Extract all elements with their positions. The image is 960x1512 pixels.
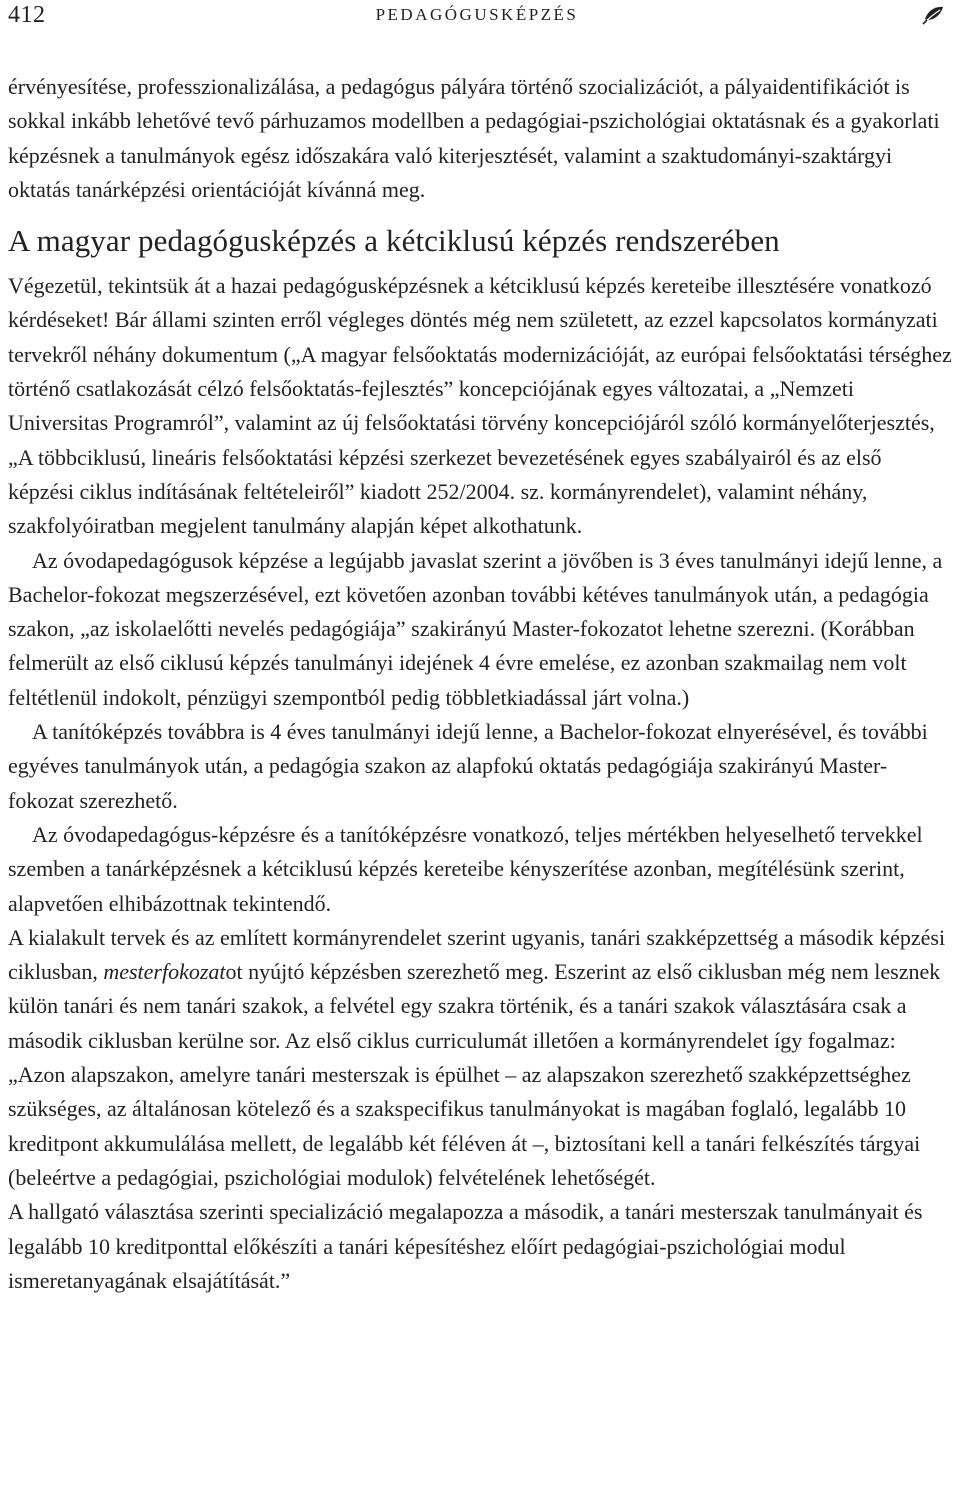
paragraph-ovodapedagogus: Az óvodapedagógusok képzése a legújabb javaslat szerint a jövőben is 3 éves tanulmányi idejű lenne, a Bachelor-fokozat megszerzésével, ezt követően azonban további kétéves tanulmányok után, a pedagógia szakon, „az iskolaelőtti nevelés pedagógiája” szakirányú Master-fokozatot lehetne szerezni. (Korábban felmerült az első ciklusú képzés tanulmányi idejének 4 évre emelése, ez azonban szakmailag nem volt feltétlenül indokolt, pénzügyi szempontból pedig többletkiadással járt volna.) [8,547,943,710]
running-title: PEDAGÓGUSKÉPZÉS [375,5,579,24]
paragraph-tanitokepzes: A tanítóképzés továbbra is 4 éves tanulmányi idejű lenne, a Bachelor-fokozat elnyerésével, és további egyéves tanulmányok után, a pedagógia szakon az alapfokú oktatás pedagógiája szakirányú Master-fokozat szerezhető. [8,719,928,813]
paragraph-continued: érvényesítése, professzionalizálása, a pedagógus pályára történő szocializációt, a pályaidentifikációt is sokkal inkább lehetővé tevő párhuzamos modellben a pedagógiai-pszichológiai oktatásnak és a gyakorlati képzésnek a tanulmányok egész időszakára való kiterjesztését, valamint a szaktudományi-szaktárgyi oktatás tanárképzési orientációját kívánná meg. [8,74,940,202]
paragraph-tervek [8,921,952,1195]
section-heading: A magyar pedagógusképzés a kétciklusú képzés rendszerében [8,223,780,259]
paragraph-tanarkepzes: Az óvodapedagógus-képzésre és a tanítóképzésre vonatkozó, teljes mértékben helyeselhető tervekkel szemben a tanárképzésnek a kétciklusú képzés kereteibe kényszerítése azonban, megítélésünk szerint, alapvetően elhibázottnak tekintendő. [8,821,923,916]
page-header [8,0,946,30]
leaf-ornament-icon [922,2,946,26]
page-number: 412 [8,1,46,28]
body-text [8,70,952,1298]
paragraph-tervek-italic: mesterfokozat [103,959,226,985]
paragraph-tervek-start: A kialakult tervek és az említett kormányrendelet szerint ugyanis, tanári szakképzettség a második képzési ciklusban, [8,924,946,985]
paragraph-specializacio: A hallgató választása szerinti specializáció megalapozza a második, a tanári mesterszak tanulmányait és legalább 10 kreditponttal előkészíti a tanári képesítéshez előírt pedagógiai-pszichológiai modul ismeretanyagának elsajátítását.” [8,1199,923,1293]
paragraph-tervek-rest: ot nyújtó képzésben szerezhető meg. Eszerint az első ciklusban még nem lesznek külön tanári és nem tanári szakok, a felvétel egy szakra történik, és a tanári szakok választására csak a második ciklusban kerülne sor. Az első ciklus curriculumát illetően a kormányrendelet így fogalmaz: „Azon alapszakon, amelyre tanári mesterszak is épülhet – az alapszakon szerezhető szakképzettséghez szükséges, az általánosan kötelező és a szakspecifikus tanulmányokat is magában foglaló, legalább 10 kreditpont akkumulálása mellett, de legalább két féléven át –, biztosítani kell a tanári felkészítés tárgyai (beleértve a pedagógiai, pszichológiai modulok) felvételének lehetőségét. [8,959,941,1190]
paragraph-intro: Végezetül, tekintsük át a hazai pedagógusképzésnek a kétciklusú képzés kereteibe illesztésére vonatkozó kérdéseket! Bár állami szinten erről végleges döntés még nem született, az ezzel kapcsolatos kormányzati tervekről néhány dokumentum („A magyar felsőoktatás modernizációját, az európai felsőoktatási térséghez történő csatlakozását célzó felsőoktatás-fejlesztés” koncepciójának egyes változatai, a „Nemzeti Universitas Programról”, valamint az új felsőoktatási törvény koncepciójáról szóló kormányelőterjesztés, „A többciklusú, lineáris felsőoktatási képzési szerkezet bevezetésének egyes szabályairól és az első képzési ciklus indításának feltételeiről” kiadott 252/2004. sz. kormányrendelet), valamint néhány, szakfolyóiratban megjelent tanulmány alapján képet alkothatunk. [8,273,952,539]
